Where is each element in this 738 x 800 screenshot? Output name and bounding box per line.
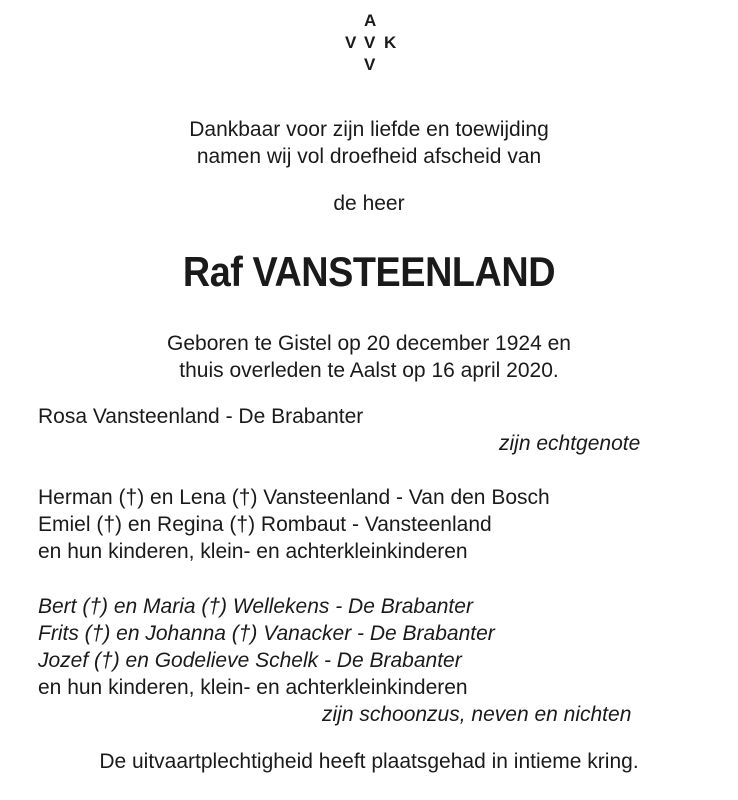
death-line: thuis overleden te Aalst op 16 april 2020. [179,359,559,382]
birth-line: Geboren te Gistel op 20 december 1924 en [167,332,571,355]
sibling-line-2: Emiel (†) en Regina (†) Rombaut - Vansteenland [38,513,492,536]
spouse-role: zijn echtgenote [499,432,641,455]
honorific: de heer [333,192,405,215]
inlaw-line-2: Frits (†) en Johanna (†) Vanacker - De Brabanter [38,622,495,645]
sibling-descendants: en hun kinderen, klein- en achterkleinkinderen [38,540,468,563]
emblem-letter-middle: V [364,33,376,52]
spouse-name: Rosa Vansteenland - De Brabanter [38,405,364,428]
intro-line-1: Dankbaar voor zijn liefde en toewijding [189,118,549,141]
emblem-letter-right: K [384,33,397,52]
inlaw-descendants: en hun kinderen, klein- en achterkleinkinderen [38,676,468,699]
intro-line-2: namen wij vol droefheid afscheid van [196,145,542,168]
emblem-letter-bottom: V [364,55,376,74]
sibling-line-1: Herman (†) en Lena (†) Vansteenland - Van den Bosch [38,486,550,509]
closing-note: De uitvaartplechtigheid heeft plaatsgehad in intieme kring. [99,750,639,773]
inlaw-role: zijn schoonzus, neven en nichten [322,703,632,726]
emblem-letter-top: A [364,11,377,30]
emblem-letter-left: V [345,33,357,52]
avvk-emblem [339,10,409,72]
inlaw-line-1: Bert (†) en Maria (†) Wellekens - De Brabanter [38,595,473,618]
deceased-name: Raf VANSTEENLAND [182,248,556,295]
inlaw-line-3: Jozef (†) en Godelieve Schelk - De Brabanter [38,649,462,672]
